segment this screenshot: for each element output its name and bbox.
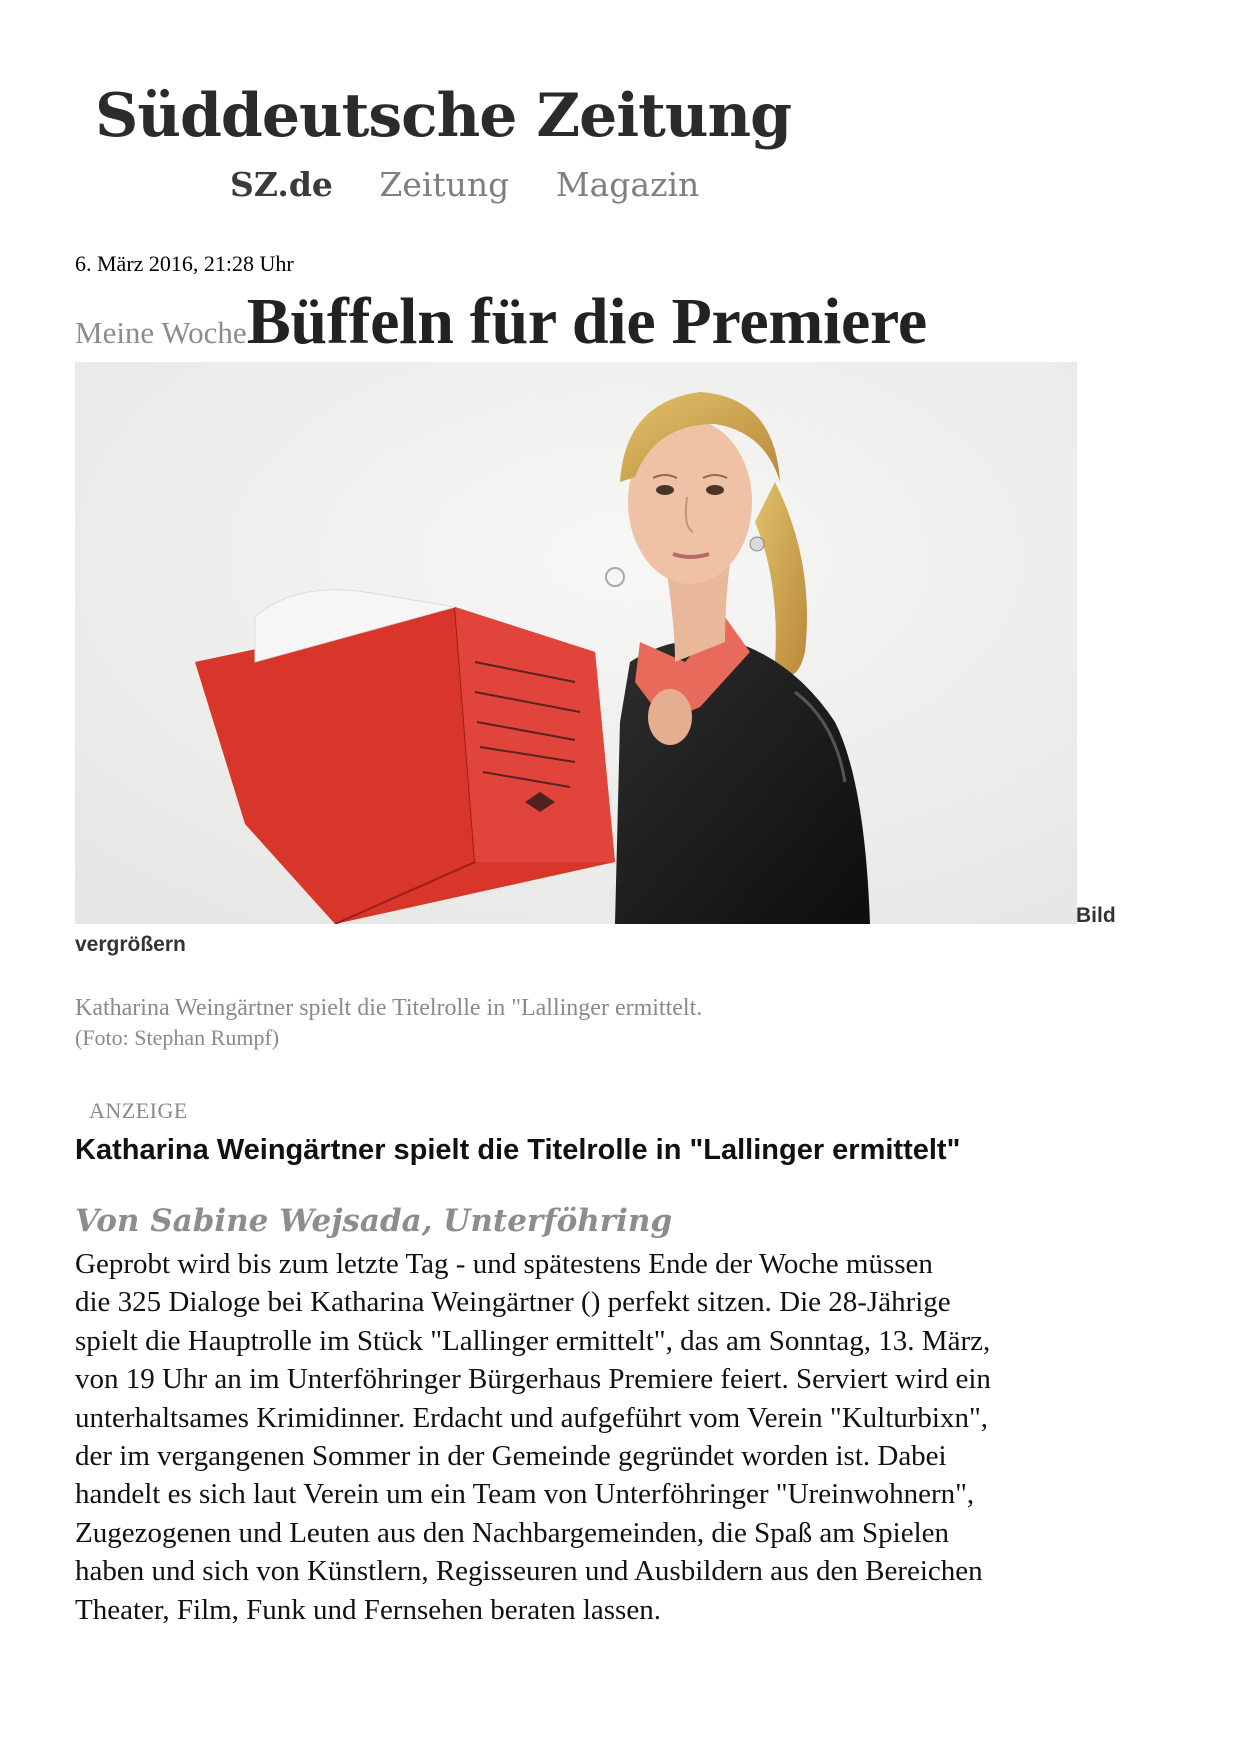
enlarge-link-part2[interactable]: vergrößern bbox=[75, 933, 186, 956]
article-date: 6. März 2016, 21:28 Uhr bbox=[75, 251, 294, 276]
body-line: Theater, Film, Funk und Fernsehen beraten lassen. bbox=[75, 1593, 661, 1626]
body-line: handelt es sich laut Verein um ein Team von Unterföhringer "Ureinwohnern", bbox=[75, 1478, 975, 1511]
article-kicker: Meine Woche bbox=[75, 315, 247, 350]
nav-link-magazin[interactable]: Magazin bbox=[555, 165, 700, 204]
nav-link-zeitung[interactable]: Zeitung bbox=[379, 165, 510, 204]
article-body bbox=[75, 1245, 1155, 1629]
caption-text: Katharina Weingärtner spielt die Titelrolle in "Lallinger ermittelt. bbox=[75, 995, 703, 1021]
masthead-nav bbox=[230, 165, 735, 204]
headline-row bbox=[75, 284, 927, 360]
ad-label: ANZEIGE bbox=[89, 1098, 188, 1123]
body-line: Geprobt wird bis zum letzte Tag - und spätestens Ende der Woche müssen bbox=[75, 1248, 933, 1280]
body-line: unterhaltsames Krimidinner. Erdacht und aufgeführt vom Verein "Kulturbixn", bbox=[75, 1401, 989, 1434]
body-line: der im vergangenen Sommer in der Gemeinde gegründet worden ist. Dabei bbox=[75, 1440, 947, 1473]
image-caption bbox=[75, 993, 975, 1053]
svg-text:Süddeutsche Zeitung: Süddeutsche Zeitung bbox=[95, 81, 792, 151]
article-photo[interactable] bbox=[75, 362, 1077, 924]
article-subheadline: Katharina Weingärtner spielt die Titelrolle in "Lallinger ermittelt" bbox=[75, 1134, 961, 1166]
article-image bbox=[75, 362, 1077, 924]
nav-link-szde[interactable]: SZ.de bbox=[230, 165, 333, 204]
body-line: Zugezogenen und Leuten aus den Nachbargemeinden, die Spaß am Spielen bbox=[75, 1516, 950, 1549]
photo-credit: (Foto: Stephan Rumpf) bbox=[75, 1025, 280, 1050]
article-author: Von Sabine Wejsada, Unterföhring bbox=[75, 1203, 673, 1239]
body-line: spielt die Hauptrolle im Stück "Lallinger ermittelt", das am Sonntag, 13. März, bbox=[75, 1324, 991, 1357]
body-line: die 325 Dialoge bei Katharina Weingärtner () perfekt sitzen. Die 28-Jährige bbox=[75, 1286, 951, 1319]
sz-logo bbox=[95, 78, 835, 168]
enlarge-link-part1[interactable]: Bild bbox=[1076, 904, 1116, 927]
article-headline: Büffeln für die Premiere bbox=[246, 285, 927, 358]
masthead-logo[interactable] bbox=[95, 78, 835, 168]
body-line: von 19 Uhr an im Unterföhringer Bürgerhaus Premiere feiert. Serviert wird ein bbox=[75, 1363, 991, 1396]
body-line: haben und sich von Künstlern, Regisseuren und Ausbildern aus den Bereichen bbox=[75, 1555, 983, 1588]
